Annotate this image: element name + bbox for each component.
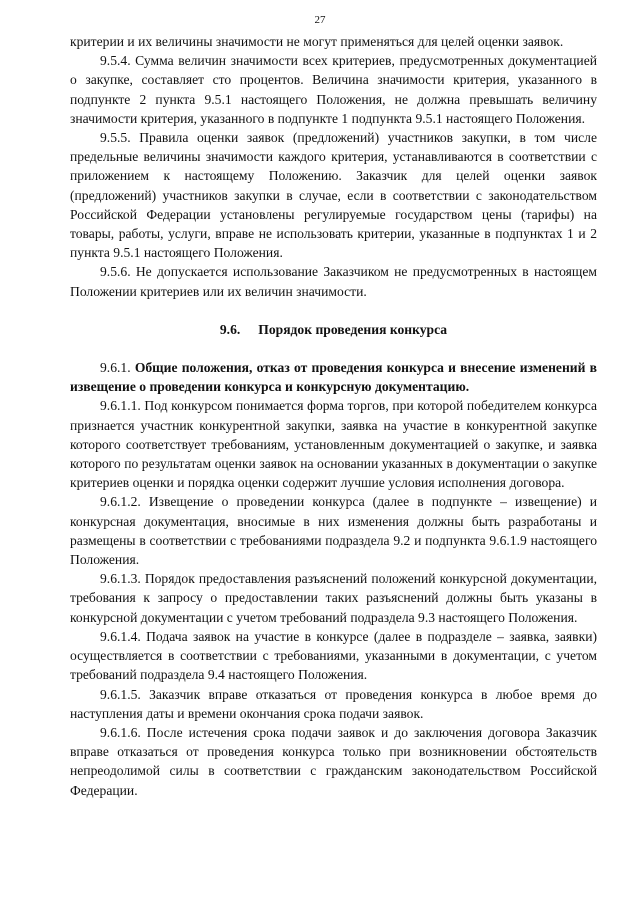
subsection-title: Общие положения, отказ от проведения конкурса и внесение изменений в извещение о проведении конкурса и конкурсную документацию. [70, 360, 597, 395]
section-title: Порядок проведения конкурса [258, 321, 448, 337]
paragraph-9-6-1-4: 9.6.1.4. Подача заявок на участие в конкурсе (далее в подразделе – заявка, заявки) осуществляется в соответствии с требованиями, указанными в документации, с учетом требований подраздела 9.4 настоящего Положения. [70, 628, 597, 683]
paragraph-9-6-1 [70, 358, 597, 396]
paragraph-continuation: критерии и их величины значимости не могут применяться для целей оценки заявок. [70, 34, 564, 49]
paragraph-9-6-1-6: 9.6.1.6. После истечения срока подачи заявок и до заключения договора Заказчик вправе отказаться от проведения конкурса только при возникновении обстоятельств непреодолимой силы в соответствии с гражданским законодательством Российской Федерации. [70, 724, 597, 798]
paragraph-9-6-1-5: 9.6.1.5. Заказчик вправе отказаться от проведения конкурса в любое время до наступления даты и времени окончания срока подачи заявок. [70, 686, 597, 721]
page-number: 27 [314, 14, 326, 26]
paragraph-9-6-1-3: 9.6.1.3. Порядок предоставления разъяснений положений конкурсной документации, требования к запросу о предоставлении таких разъяснений должны быть указаны в конкурсной документации с учетом требований подраздела 9.3 настоящего Положения. [70, 571, 597, 625]
paragraph-9-5-6: 9.5.6. Не допускается использование Заказчиком не предусмотренных в настоящем Положении критериев или их величин значимости. [70, 264, 597, 299]
section-number: 9.6. [219, 321, 241, 337]
paragraph-9-6-1-1: 9.6.1.1. Под конкурсом понимается форма торгов, при которой победителем конкурса признается участник конкурентной закупки, заявка на участие в конкурентной закупке которого соответствует требованиям, установленным документацией о закупке, и заявка которого по результатам оценки заявок на основании указанных в документации о закупке критериев оценки и порядка оценки содержит лучшие условия исполнения договора. [70, 398, 597, 491]
section-heading [70, 320, 597, 339]
paragraph-9-5-4: 9.5.4. Сумма величин значимости всех критериев, предусмотренных документацией о закупке, составляет сто процентов. Величина значимости критерия, указанного в подпункте 2 пункта 9.5.1 настоящего Положения, не должна превышать величину значимости критерия, указанного в подпункте 1 подпункта 9.5.1 настоящего Положения. [70, 53, 597, 126]
document-body [70, 32, 597, 800]
subsection-number: 9.6.1. [100, 360, 131, 376]
paragraph-9-6-1-2: 9.6.1.2. Извещение о проведении конкурса (далее в подпункте – извещение) и конкурсная документация, вносимые в них изменения должны быть разработаны и размещены в соответствии с требованиями подраздела 9.2 и подпункта 9.6.1.9 настоящего Положения. [70, 494, 597, 568]
paragraph-9-5-5: 9.5.5. Правила оценки заявок (предложений) участников закупки, в том числе предельные величины значимости каждого критерия, устанавливаются в соответствии с приложением к настоящему Положению. Заказчик для целей оценки заявок (предложений) участников закупки в случае, если в соответствии с законодательством Российской Федерации установлены регулируемые государством цены (тарифы) на товары, работы, услуги, вправе не использовать критерии, указанные в подпунктах 1 и 2 пункта 9.5.1 настоящего Положения. [70, 130, 597, 261]
